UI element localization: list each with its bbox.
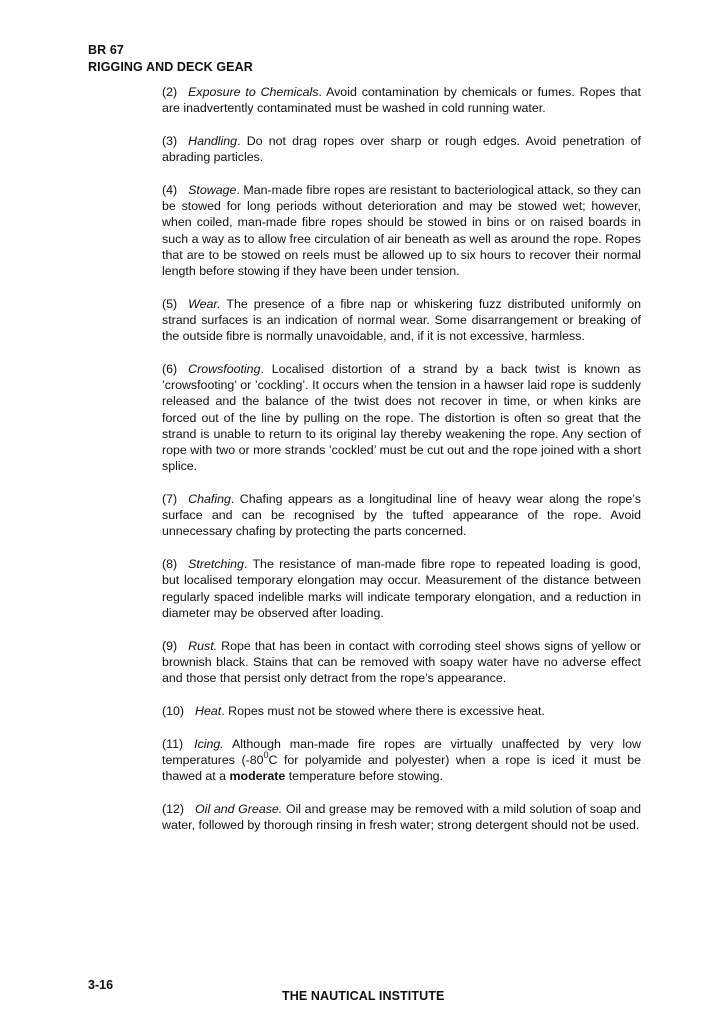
paragraph-body: . The resistance of man-made fibre rope to repeated loading is good, but localised temporary elongation may occur. Measurement of the distance between regularly spaced indelible marks will indicate temporary elongation, and a reduction in diameter may be observed after loading. — [162, 557, 641, 620]
paragraph-body: . Do not drag ropes over sharp or rough edges. Avoid penetration of abrading particles. — [162, 134, 641, 165]
document-id: BR 67 — [88, 43, 124, 57]
paragraph-rust — [162, 638, 641, 687]
paragraph-title: Handling — [188, 134, 238, 148]
paragraph-title: Wear. — [188, 296, 221, 311]
paragraph-number: (5) — [162, 296, 178, 311]
paragraph-title: Crowsfooting — [188, 362, 261, 377]
paragraph-body: Oil and grease may be removed with a mild solution of soap and water, followed by thorough rinsing in fresh water; strong detergent should not be used. — [162, 801, 641, 833]
paragraph-heat — [162, 703, 641, 719]
body-text — [162, 84, 641, 850]
paragraph-title: Exposure to Chemicals — [188, 85, 319, 99]
paragraph-oil-and-grease — [162, 801, 641, 833]
paragraph-title: Oil and Grease. — [195, 801, 283, 816]
paragraph-title: Heat — [195, 703, 222, 718]
paragraph-title: Stowage — [188, 183, 237, 197]
paragraph-handling — [162, 133, 641, 165]
paragraph-title: Chafing — [188, 492, 231, 507]
paragraph-icing — [162, 736, 641, 785]
paragraph-body: . Man-made fibre ropes are resistant to bacteriological attack, so they can be stowed for long periods without deterioration and may be stowed wet; however, when coiled, man-made fibre ropes should be stowed in bins or on raised boards in such a way as to allow free circulation of air beneath as well as around the rope. Ropes that are to be stowed on reels must be allowed up to six hours to recover their normal length before stowing if they have been under tension. — [162, 183, 641, 279]
paragraph-body: . Ropes must not be stowed where there is excessive heat. — [221, 703, 545, 718]
paragraph-number: (6) — [162, 362, 178, 377]
paragraph-number: (2) — [162, 85, 178, 99]
paragraph-chafing — [162, 491, 641, 540]
paragraph-number: (11) — [162, 736, 184, 751]
paragraph-stretching — [162, 556, 641, 621]
paragraph-number: (12) — [162, 801, 185, 816]
paragraph-exposure-to-chemicals — [162, 84, 641, 116]
paragraph-crowsfooting — [162, 361, 641, 474]
temperature-superscript: 0 — [263, 749, 269, 760]
page-number: 3-16 — [88, 978, 114, 992]
paragraph-number: (7) — [162, 492, 178, 507]
paragraph-stowage — [162, 182, 641, 279]
publisher-footer: THE NAUTICAL INSTITUTE — [282, 989, 445, 1003]
chapter-title: RIGGING AND DECK GEAR — [88, 60, 253, 74]
paragraph-body: temperature before stowing. — [285, 769, 444, 784]
paragraph-body: Although man-made fire ropes are virtually unaffected by very low temperatures (-80 — [162, 736, 641, 767]
paragraph-title: Stretching — [188, 557, 244, 572]
paragraph-number: (3) — [162, 134, 178, 148]
paragraph-body: . Localised distortion of a strand by a back twist is known as ’crowsfooting’ or ’cockling’. It occurs when the tension in a hawser laid rope is suddenly released and the balance of the twist does not recover in time, or when kinks are forced out of the line by pulling on the rope. The distortion is often so great that the strand is unable to return to its original lay thereby weakening the rope. Any section of rope with two or more strands ’cockled’ must be cut out and the rope joined with a short splice. — [162, 362, 641, 474]
paragraph-title: Icing. — [194, 736, 224, 751]
paragraph-body: Rope that has been in contact with corroding steel shows signs of yellow or brownish black. Stains that can be removed with soapy water have no adverse effect and those that persist only detract from the rope’s appearance. — [162, 638, 641, 686]
paragraph-title: Rust. — [188, 638, 218, 653]
paragraph-number: (8) — [162, 557, 178, 572]
emphasis-moderate: moderate — [229, 769, 286, 784]
paragraph-number: (9) — [162, 638, 178, 653]
paragraph-number: (10) — [162, 703, 185, 718]
paragraph-body: C for polyamide and polyester) when a rope is iced it must be thawed at a — [162, 752, 641, 784]
paragraph-body: . Chafing appears as a longitudinal line of heavy wear along the rope’s surface and can be recognised by the tufted appearance of the rope. Avoid unnecessary chafing by protecting the parts concerned. — [162, 492, 641, 539]
paragraph-wear — [162, 296, 641, 345]
paragraph-number: (4) — [162, 183, 178, 197]
paragraph-body: . Avoid contamination by chemicals or fumes. Ropes that are inadvertently contaminated must be washed in cold running water. — [162, 85, 641, 116]
paragraph-body: The presence of a fibre nap or whiskering fuzz distributed uniformly on strand surfaces is an indication of normal wear. Some disarrangement or breaking of the outside fibre is normally unavoidable, and, if it is not excessive, harmless. — [162, 296, 641, 344]
